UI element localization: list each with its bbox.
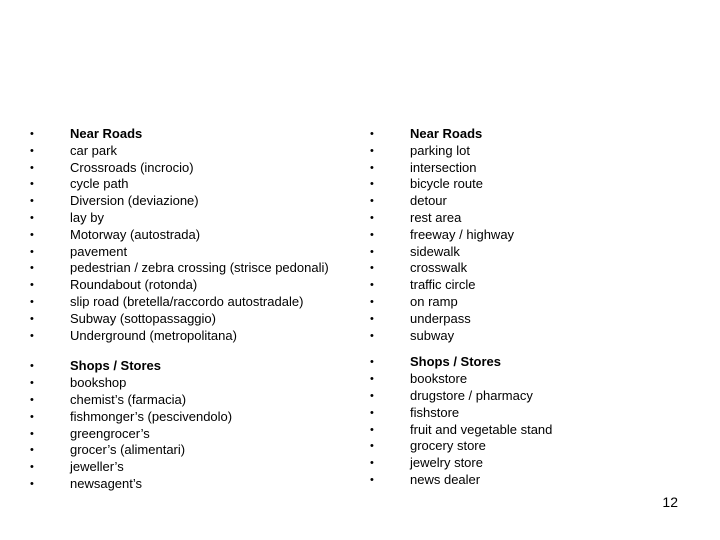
list-item-label: on ramp [410, 293, 458, 309]
list-item-label: cycle path [70, 176, 129, 192]
list-item [30, 409, 340, 426]
bullet-icon: • [370, 161, 374, 174]
list-item-label: subway [410, 327, 455, 343]
list-item [30, 442, 340, 459]
list-item [370, 388, 690, 405]
list-item-label: bookshop [70, 375, 127, 391]
bullet-icon: • [370, 312, 374, 325]
page-number: 12 [662, 494, 678, 510]
right-near-roads-heading: Near Roads [410, 126, 483, 141]
list-item [30, 244, 340, 261]
bullet-icon: • [370, 144, 374, 157]
bullet-icon: • [30, 211, 34, 224]
list-item-label: crosswalk [410, 260, 468, 276]
list-item [370, 244, 690, 261]
list-item-label: rest area [410, 209, 462, 225]
list-item-label: Crossroads (incrocio) [70, 159, 194, 175]
bullet-icon: • [370, 423, 374, 436]
left-shops-heading: Shops / Stores [70, 358, 162, 374]
bullet-icon: • [30, 128, 34, 140]
list-item-label: Diversion (deviazione) [70, 193, 199, 209]
list-item-label: fruit and vegetable stand [410, 421, 553, 437]
list-item [30, 392, 340, 409]
bullet-icon: • [30, 360, 34, 373]
bullet-icon: • [370, 262, 374, 275]
bullet-icon: • [30, 410, 34, 423]
list-item [370, 422, 690, 439]
bullet-icon: • [370, 178, 374, 191]
list-item-label: pavement [70, 243, 128, 259]
list-item-label: jeweller’s [70, 459, 124, 475]
list-item [370, 227, 690, 244]
right-near-roads-list [370, 126, 690, 344]
list-item-label: slip road (bretella/raccordo autostradale) [70, 293, 304, 309]
list-item-label: detour [410, 193, 447, 209]
list-item [370, 143, 690, 160]
list-item-label: freeway / highway [410, 226, 515, 242]
bullet-icon: • [30, 477, 34, 490]
list-item [30, 126, 340, 143]
left-near-roads-heading: Near Roads [70, 126, 143, 141]
list-item-label: grocer’s (alimentari) [70, 442, 186, 458]
list-item [30, 358, 340, 375]
bullet-icon: • [30, 393, 34, 406]
list-item-label: chemist’s (farmacia) [70, 391, 187, 407]
bullet-icon: • [30, 161, 34, 174]
bullet-icon: • [370, 457, 374, 470]
list-item [30, 277, 340, 294]
list-item [370, 405, 690, 422]
list-item-label: traffic circle [410, 277, 476, 293]
list-item [30, 294, 340, 311]
group-spacer [370, 344, 690, 354]
list-item-label: jewelry store [410, 455, 483, 471]
list-item [370, 193, 690, 210]
list-item-label: underpass [410, 310, 471, 326]
bullet-icon: • [370, 406, 374, 419]
bullet-icon: • [370, 195, 374, 208]
list-item [30, 476, 340, 493]
bullet-icon: • [30, 329, 34, 342]
list-item-label: bookstore [410, 371, 468, 387]
bullet-icon: • [370, 373, 374, 386]
list-item [30, 426, 340, 443]
list-item [30, 311, 340, 328]
right-shops-heading: Shops / Stores [410, 354, 502, 370]
bullet-icon: • [370, 279, 374, 292]
list-item [370, 455, 690, 472]
bullet-icon: • [370, 473, 374, 486]
list-item [370, 277, 690, 294]
bullet-icon: • [30, 312, 34, 325]
bullet-icon: • [370, 389, 374, 402]
list-item-label: greengrocer’s [70, 425, 150, 441]
bullet-icon: • [370, 329, 374, 342]
list-item [30, 160, 340, 177]
list-item-label: grocery store [410, 438, 486, 454]
list-item [370, 260, 690, 277]
list-item [370, 126, 690, 143]
bullet-icon: • [30, 144, 34, 157]
list-item [370, 328, 690, 345]
bullet-icon: • [370, 295, 374, 308]
list-item [370, 160, 690, 177]
list-item-label: lay by [70, 209, 104, 225]
list-item-label: pedestrian / zebra crossing (strisce pedonali) [70, 260, 329, 276]
right-column-american [370, 126, 690, 489]
list-item-label: Subway (sottopassaggio) [70, 310, 216, 326]
list-item [370, 438, 690, 455]
left-shops-list [30, 358, 340, 492]
list-item [370, 176, 690, 193]
list-item [30, 260, 340, 277]
list-item [370, 354, 690, 371]
list-item [370, 210, 690, 227]
list-item-label: sidewalk [410, 243, 460, 259]
list-item [30, 459, 340, 476]
list-item [370, 311, 690, 328]
bullet-icon: • [30, 228, 34, 241]
bullet-icon: • [370, 245, 374, 258]
list-item [30, 143, 340, 160]
list-item-label: fishstore [410, 404, 460, 420]
list-item-label: parking lot [410, 142, 470, 158]
list-item-label: newsagent’s [70, 475, 143, 491]
list-item-label: Roundabout (rotonda) [70, 277, 198, 293]
bullet-icon: • [30, 427, 34, 440]
bullet-icon: • [30, 262, 34, 275]
bullet-icon: • [370, 128, 374, 140]
list-item [370, 294, 690, 311]
list-item-label: news dealer [410, 471, 481, 487]
list-item [370, 472, 690, 489]
left-column-british [30, 126, 340, 493]
list-item-label: Motorway (autostrada) [70, 226, 201, 242]
list-item-label: fishmonger’s (pescivendolo) [70, 408, 233, 424]
bullet-icon: • [30, 245, 34, 258]
bullet-icon: • [370, 356, 374, 369]
bullet-icon: • [370, 211, 374, 224]
list-item [30, 375, 340, 392]
left-near-roads-list [30, 126, 340, 344]
group-spacer [30, 344, 340, 358]
list-item-label: intersection [410, 159, 477, 175]
list-item-label: bicycle route [410, 176, 483, 192]
bullet-icon: • [30, 295, 34, 308]
bullet-icon: • [30, 279, 34, 292]
bullet-icon: • [370, 228, 374, 241]
bullet-icon: • [30, 178, 34, 191]
list-item-label: car park [70, 142, 117, 158]
list-item [30, 227, 340, 244]
bullet-icon: • [30, 195, 34, 208]
right-shops-list [370, 354, 690, 488]
list-item [30, 328, 340, 345]
bullet-icon: • [30, 444, 34, 457]
bullet-icon: • [370, 440, 374, 453]
list-item [370, 371, 690, 388]
list-item-label: Underground (metropolitana) [70, 327, 237, 343]
bullet-icon: • [30, 377, 34, 390]
list-item [30, 193, 340, 210]
list-item-label: drugstore / pharmacy [410, 387, 533, 403]
list-item [30, 176, 340, 193]
bullet-icon: • [30, 461, 34, 474]
list-item [30, 210, 340, 227]
